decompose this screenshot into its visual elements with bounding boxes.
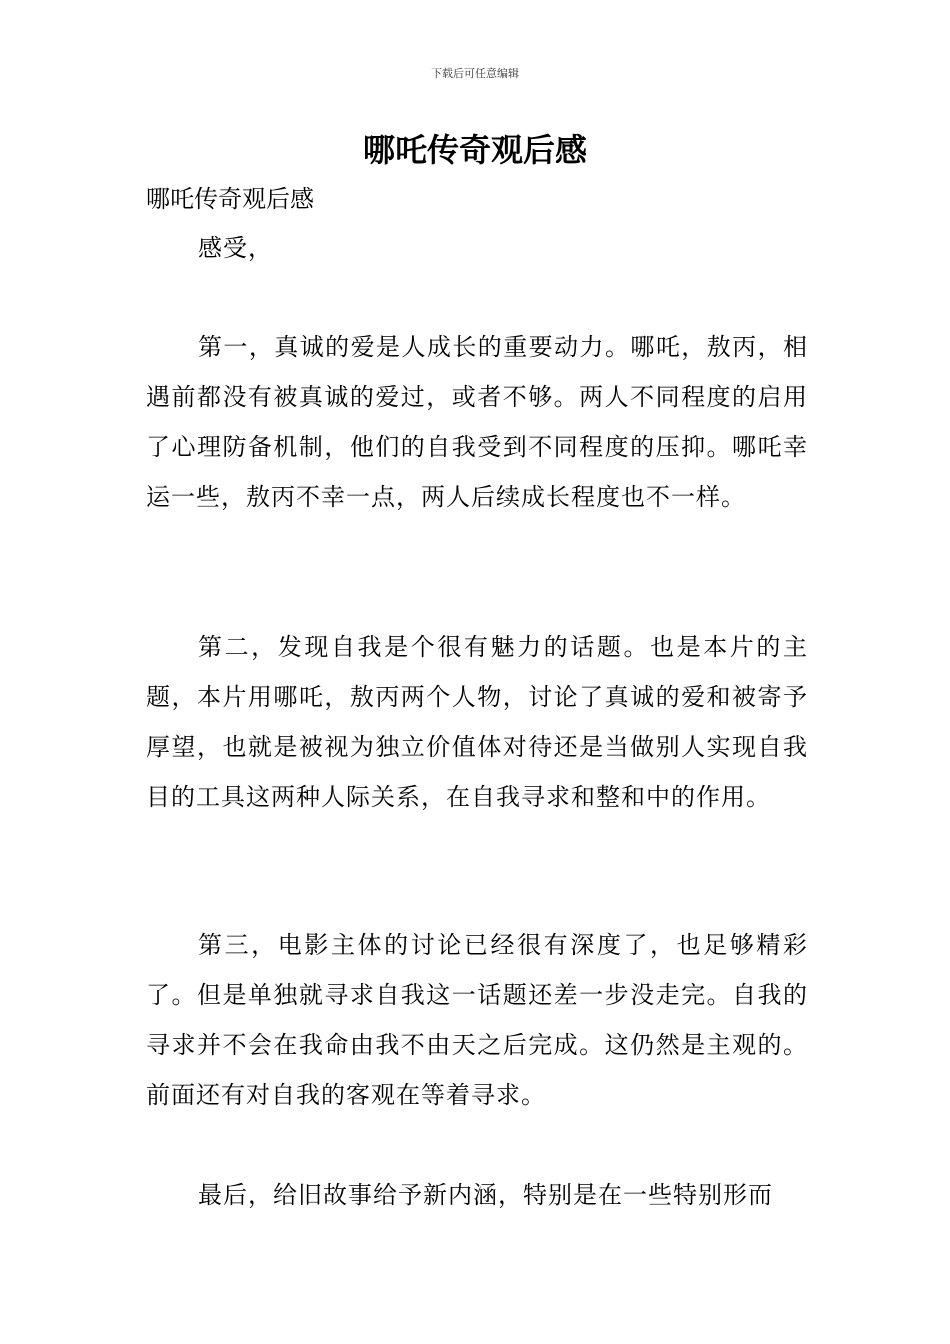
intro-line: 感受， [198,234,273,262]
paragraph-last: 最后，给旧故事给予新内涵，特别是在一些特别形而 [198,1181,773,1209]
paragraph-first: 第一，真诚的爱是人成长的重要动力。哪吒，敖丙，相遇前都没有被真诚的爱过，或者不够。两人不同程度的启用了心理防备机制，他们的自我受到不同程度的压抑。哪吒幸运一些，敖丙不幸一点，两人后续成长程度也不一样。 [146,333,808,511]
document-title: 哪吒传奇观后感 [362,131,587,169]
paragraph-second: 第二，发现自我是个很有魅力的话题。也是本片的主题，本片用哪吒，敖丙两个人物，讨论了真诚的爱和被寄予厚望，也就是被视为独立价值体对待还是当做别人实现自我目的工具这两种人际关系，在自我寻求和整和中的作用。 [146,633,808,811]
document-subtitle: 哪吒传奇观后感 [146,185,314,213]
header-note: 下载后可任意编辑 [431,67,519,80]
paragraph-third: 第三，电影主体的讨论已经很有深度了，也足够精彩了。但是单独就寻求自我这一话题还差一步没走完。自我的寻求并不会在我命由我不由天之后完成。这仍然是主观的。前面还有对自我的客观在等着寻求。 [146,931,808,1109]
